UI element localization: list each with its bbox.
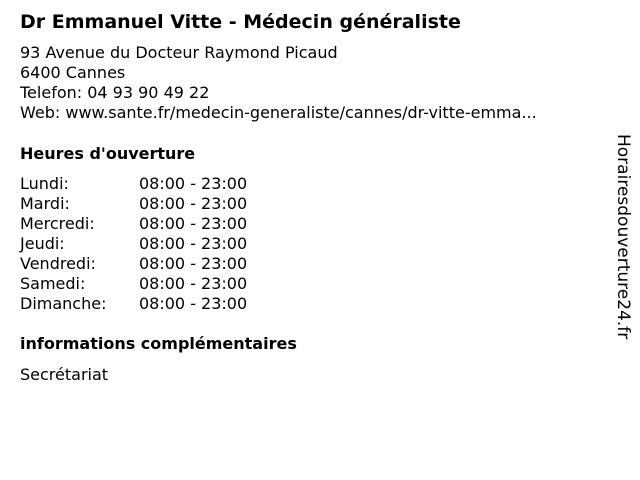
time-range: 08:00 - 23:00 [139,274,248,293]
hours-row-monday [20,174,320,194]
opening-hours-table [20,174,320,314]
hours-row-tuesday [20,194,320,214]
hours-row-sunday [20,294,320,314]
hours-row-friday [20,254,320,274]
address-city: 6400 Cannes [20,63,126,82]
time-range: 08:00 - 23:00 [139,294,248,313]
day-label: Lundi: [20,174,69,193]
address-block [20,43,537,123]
day-label: Mercredi: [20,214,95,233]
time-range: 08:00 - 23:00 [139,194,248,213]
website-link: Web: www.sante.fr/medecin-generaliste/cannes/dr-vitte-emma... [20,103,537,122]
time-range: 08:00 - 23:00 [139,234,248,253]
time-range: 08:00 - 23:00 [139,174,248,193]
time-range: 08:00 - 23:00 [139,214,248,233]
opening-hours-heading: Heures d'ouverture [20,144,196,163]
time-range: 08:00 - 23:00 [139,254,248,273]
additional-info-heading: informations complémentaires [20,334,297,353]
hours-row-saturday [20,274,320,294]
day-label: Samedi: [20,274,86,293]
day-label: Dimanche: [20,294,107,313]
site-brand-vertical: Horairesdouverture24.fr [613,134,633,340]
page-title: Dr Emmanuel Vitte - Médecin généraliste [20,11,461,33]
address-street: 93 Avenue du Docteur Raymond Picaud [20,43,338,62]
day-label: Jeudi: [20,234,65,253]
additional-info-text: Secrétariat [20,365,109,384]
day-label: Mardi: [20,194,70,213]
phone-number: Telefon: 04 93 90 49 22 [20,83,210,102]
hours-row-wednesday [20,214,320,234]
hours-row-thursday [20,234,320,254]
day-label: Vendredi: [20,254,96,273]
